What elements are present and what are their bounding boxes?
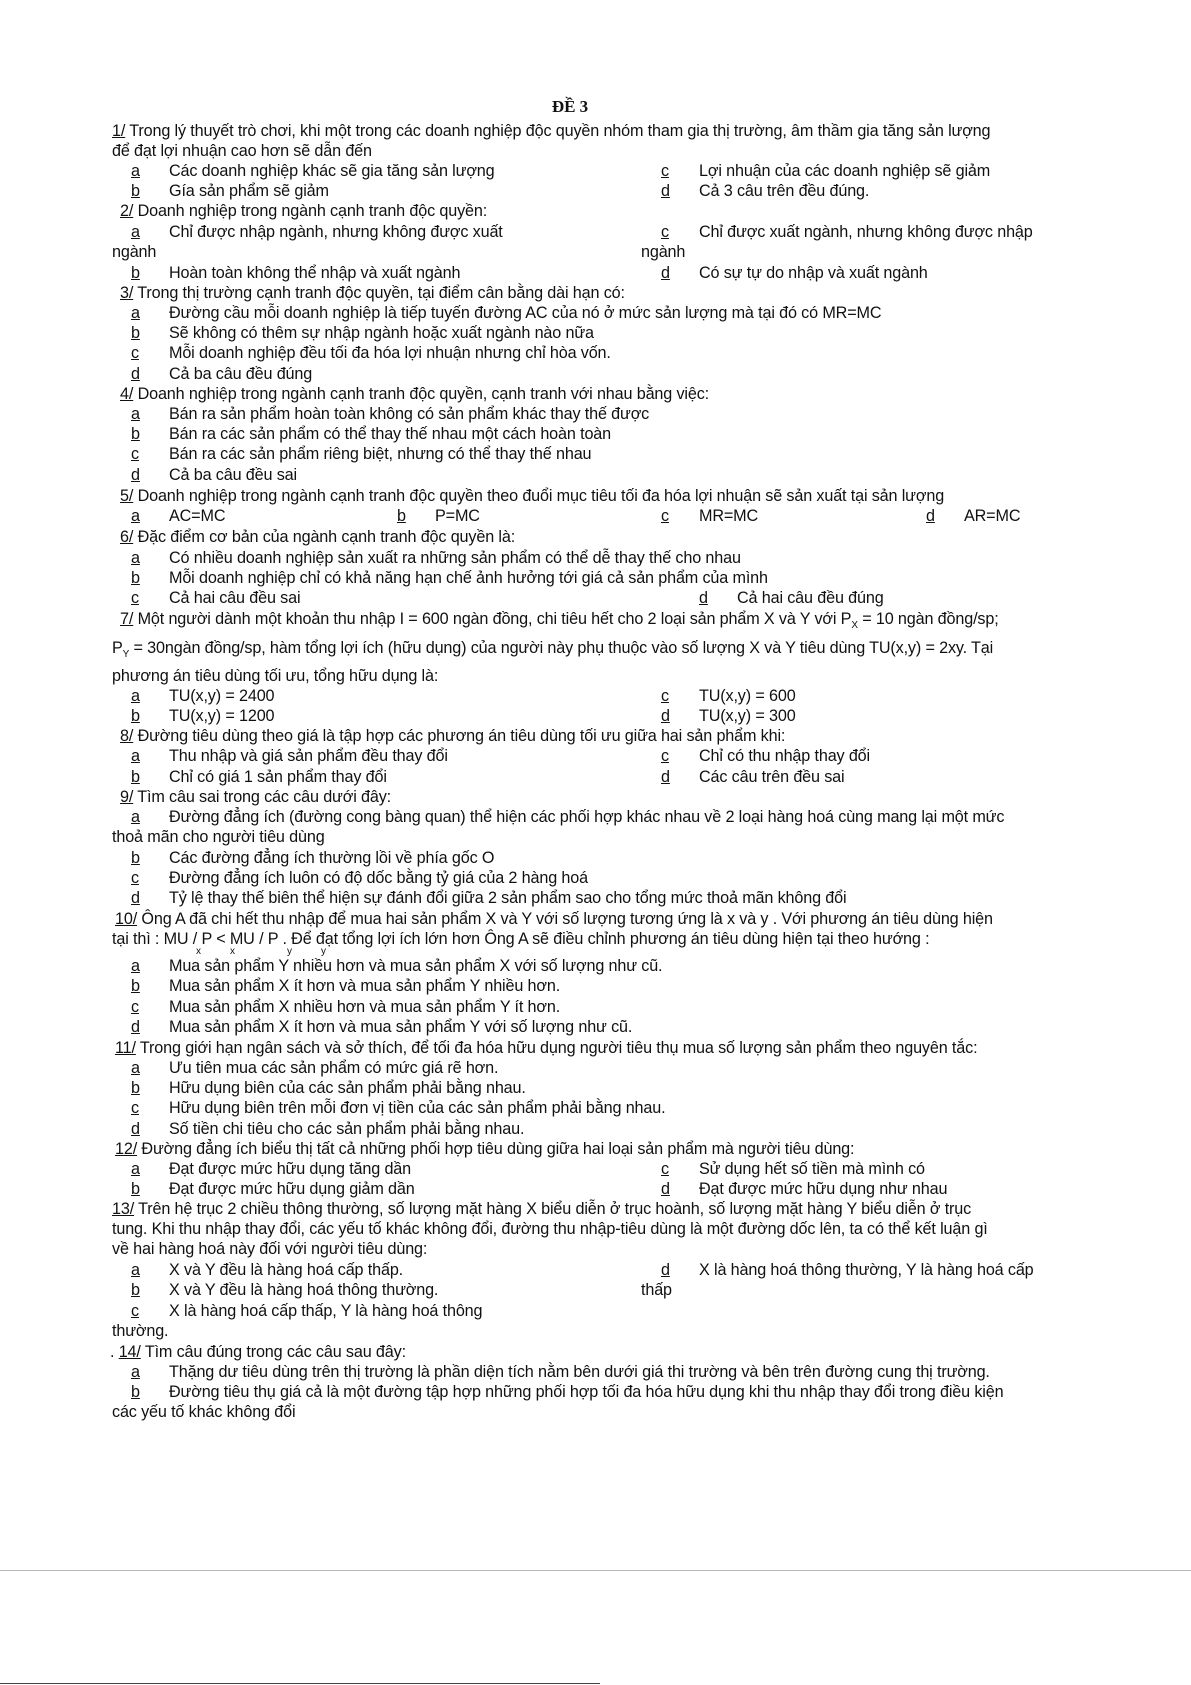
q7-option-c: c TU(x,y) = 600: [661, 687, 796, 705]
q4-option-b: b Bán ra các sản phẩm có thể thay thế nhau một cách hoàn toàn: [131, 425, 611, 443]
q6-option-c: c Cả hai câu đều sai: [131, 589, 301, 607]
question-13: 13/ Trên hệ trục 2 chiều thông thường, số lượng mặt hàng X biểu diễn ở trục hoành, số lượng mặt hàng Y biểu diễn ở trục: [112, 1200, 972, 1218]
q13-option-c: c X là hàng hoá cấp thấp, Y là hàng hoá thông: [131, 1302, 483, 1320]
q7-option-d: d TU(x,y) = 300: [661, 707, 796, 725]
q13-option-d-cont: thấp: [641, 1281, 672, 1299]
footer-rule: [0, 1683, 600, 1684]
q10-option-b: b Mua sản phẩm X ít hơn và mua sản phẩm Y nhiều hơn.: [131, 977, 561, 995]
q3-option-b: b Sẽ không có thêm sự nhập ngành hoặc xuất ngành nào nữa: [131, 324, 594, 342]
question-7: 7/ Một người dành một khoản thu nhập I = 600 ngàn đồng, chi tiêu hết cho 2 loại sản phẩm X và Y với $P_X = 10$ ngàn đồng/sp;: [120, 610, 999, 632]
question-4: 4/ Doanh nghiệp trong ngành cạnh tranh độc quyền, cạnh tranh với nhau bằng việc:: [120, 385, 710, 403]
q6-option-d: d Cả hai câu đều đúng: [699, 589, 884, 607]
q3-option-a: a Đường cầu mỗi doanh nghiệp là tiếp tuyến đường AC của nó ở mức sản lượng mà tại đó có MR=MC: [131, 304, 882, 322]
q1-option-b: b Gía sản phẩm sẽ giảm: [131, 182, 329, 200]
q13-option-b: b X và Y đều là hàng hoá thông thường.: [131, 1281, 439, 1299]
q5-option-d: d AR=MC: [926, 507, 1021, 525]
q12-option-a: a Đạt được mức hữu dụng tăng dần: [131, 1160, 412, 1178]
q2-option-c: c Chỉ được xuất ngành, nhưng không được nhập: [661, 223, 1033, 241]
q4-option-c: c Bán ra các sản phẩm riêng biệt, nhưng có thể thay thế nhau: [131, 445, 592, 463]
question-2: 2/ Doanh nghiệp trong ngành cạnh tranh độc quyền:: [120, 202, 488, 220]
q2-option-a: a Chỉ được nhập ngành, nhưng không được xuất: [131, 223, 503, 241]
page-divider: [0, 1570, 1191, 1571]
q8-option-c: c Chỉ có thu nhập thay đổi: [661, 747, 870, 765]
question-7-line-2: $P_Y$ = 30ngàn đồng/sp, hàm tổng lợi ích (hữu dụng) của người này phụ thuộc vào số lượng X và Y tiêu dùng TU(x,y) = 2xy. Tại: [112, 639, 994, 661]
q10-subscript-1: x: [196, 946, 201, 957]
question-13-line-3: về hai hàng hoá này đối với người tiêu dùng:: [112, 1240, 428, 1258]
q2-option-a-cont: ngành: [112, 243, 157, 261]
question-13-line-2: tung. Khi thu nhập thay đổi, các yếu tố khác không đổi, đường thu nhập-tiêu dùng là một đường dốc lên, ta có thể kết luận gì: [112, 1220, 988, 1238]
q8-option-a: a Thu nhập và giá sản phẩm đều thay đổi: [131, 747, 448, 765]
q9-option-a-cont: thoả mãn cho người tiêu dùng: [112, 828, 325, 846]
q6-option-a: a Có nhiều doanh nghiệp sản xuất ra những sản phẩm có thể dễ thay thế cho nhau: [131, 549, 741, 567]
q14-option-a: a Thặng dư tiêu dùng trên thị trường là phần diện tích nằm bên dưới giá thi trường và bên trên đường cung thị trường.: [131, 1363, 990, 1381]
q10-subscript-4: y: [321, 946, 326, 957]
q10-option-d: d Mua sản phẩm X ít hơn và mua sản phẩm Y với số lượng như cũ.: [131, 1018, 633, 1036]
question-6: 6/ Đặc điểm cơ bản của ngành cạnh tranh độc quyền là:: [120, 528, 516, 546]
q9-option-a: a Đường đẳng ích (đường cong bàng quan) thể hiện các phối hợp khác nhau về 2 loại hàng hoá cùng mang lại một mức: [131, 808, 1005, 826]
q2-option-c-cont: ngành: [641, 243, 686, 261]
question-9: 9/ Tìm câu sai trong các câu dưới đây:: [120, 788, 391, 806]
q13-option-c-cont: thường.: [112, 1322, 169, 1340]
q7-option-a: a TU(x,y) = 2400: [131, 687, 275, 705]
question-1-line-2: để đạt lợi nhuận cao hơn sẽ dẫn đến: [112, 142, 372, 160]
q9-option-d: d Tỷ lệ thay thế biên thể hiện sự đánh đổi giữa 2 sản phẩm sao cho tổng mức thoả mãn không đổi: [131, 889, 847, 907]
question-5: 5/ Doanh nghiệp trong ngành cạnh tranh độc quyền theo đuổi mục tiêu tối đa hóa lợi nhuận sẽ sản xuất tại sản lượng: [120, 487, 945, 505]
q10-subscript-2: x: [230, 946, 235, 957]
q14-option-b-cont: các yếu tố khác không đổi: [112, 1403, 296, 1421]
q10-option-a: a Mua sản phẩm Y nhiều hơn và mua sản phẩm X với số lượng như cũ.: [131, 957, 663, 975]
question-3: 3/ Trong thị trường cạnh tranh độc quyền, tại điểm cân bằng dài hạn có:: [120, 284, 625, 302]
q9-option-b: b Các đường đẳng ích thường lồi về phía gốc O: [131, 849, 495, 867]
q6-option-b: b Mỗi doanh nghiệp chỉ có khả năng hạn chế ảnh hưởng tới giá cả sản phẩm của mình: [131, 569, 768, 587]
q11-option-b: b Hữu dụng biên của các sản phẩm phải bằng nhau.: [131, 1079, 526, 1097]
q3-option-c: c Mỗi doanh nghiệp đều tối đa hóa lợi nhuận nhưng chỉ hòa vốn.: [131, 344, 611, 362]
q11-option-c: c Hữu dụng biên trên mỗi đơn vị tiền của các sản phẩm phải bằng nhau.: [131, 1099, 666, 1117]
q5-option-c: c MR=MC: [661, 507, 759, 525]
q1-option-a: a Các doanh nghiệp khác sẽ gia tăng sản lượng: [131, 162, 495, 180]
q12-option-b: b Đạt được mức hữu dụng giảm dần: [131, 1180, 415, 1198]
q4-option-d: d Cả ba câu đều sai: [131, 466, 297, 484]
question-8: 8/ Đường tiêu dùng theo giá là tập hợp các phương án tiêu dùng tối ưu giữa hai sản phẩm khi:: [120, 727, 786, 745]
q14-option-b: b Đường tiêu thụ giá cả là một đường tập hợp những phối hợp tối đa hóa hữu dụng khi thu nhập thay đổi trong điều kiện: [131, 1383, 1004, 1401]
q12-option-d: d Đạt được mức hữu dụng như nhau: [661, 1180, 948, 1198]
q1-option-c: c Lợi nhuận của các doanh nghiệp sẽ giảm: [661, 162, 991, 180]
q8-option-b: b Chỉ có giá 1 sản phẩm thay đổi: [131, 768, 387, 786]
q11-option-d: d Số tiền chi tiêu cho các sản phẩm phải bằng nhau.: [131, 1120, 525, 1138]
q1-option-d: d Cả 3 câu trên đều đúng.: [661, 182, 870, 200]
question-10-line-2: tại thì : MU / P < MU / P . Để đạt tổng lợi ích lớn hơn Ông A sẽ điều chỉnh phương án tiêu dùng hiện tại theo hướng :: [112, 930, 930, 948]
q13-option-a: a X và Y đều là hàng hoá cấp thấp.: [131, 1261, 404, 1279]
q3-option-d: d Cả ba câu đều đúng: [131, 365, 313, 383]
q11-option-a: a Ưu tiên mua các sản phẩm có mức giá rẽ hơn.: [131, 1059, 499, 1077]
q5-option-b: b P=MC: [397, 507, 480, 525]
q12-option-c: c Sử dụng hết số tiền mà mình có: [661, 1160, 925, 1178]
page-title: ĐỀ 3: [551, 97, 589, 116]
q8-option-d: d Các câu trên đều sai: [661, 768, 845, 786]
question-7-line-3: phương án tiêu dùng tối ưu, tổng hữu dụng là:: [112, 667, 439, 685]
q5-option-a: a AC=MC: [131, 507, 226, 525]
q4-option-a: a Bán ra sản phẩm hoàn toàn không có sản phẩm khác thay thế được: [131, 405, 650, 423]
q2-option-b: b Hoàn toàn không thể nhập và xuất ngành: [131, 264, 461, 282]
q2-option-d: d Có sự tự do nhập và xuất ngành: [661, 264, 928, 282]
question-1: 1/ Trong lý thuyết trò chơi, khi một trong các doanh nghiệp độc quyền nhóm tham gia thị trường, âm thầm gia tăng sản lượng: [112, 122, 991, 140]
question-12: 12/ Đường đẳng ích biểu thị tất cả những phối hợp tiêu dùng giữa hai loại sản phẩm mà người tiêu dùng:: [115, 1140, 855, 1158]
question-10: 10/ Ông A đã chi hết thu nhập để mua hai sản phẩm X và Y với số lượng tương ứng là x và y . Với phương án tiêu dùng hiện: [115, 910, 993, 928]
q13-option-d: d X là hàng hoá thông thường, Y là hàng hoá cấp: [661, 1261, 1034, 1279]
q9-option-c: c Đường đẳng ích luôn có độ dốc bằng tỷ giá của 2 hàng hoá: [131, 869, 588, 887]
q7-option-b: b TU(x,y) = 1200: [131, 707, 275, 725]
question-11: 11/ Trong giới hạn ngân sách và sở thích, để tối đa hóa hữu dụng người tiêu thụ mua số lượng sản phẩm theo nguyên tắc:: [115, 1039, 978, 1057]
q10-option-c: c Mua sản phẩm X nhiều hơn và mua sản phẩm Y ít hơn.: [131, 998, 561, 1016]
q10-subscript-3: y: [287, 946, 292, 957]
question-14: . 14/ Tìm câu đúng trong các câu sau đây:: [110, 1343, 406, 1361]
